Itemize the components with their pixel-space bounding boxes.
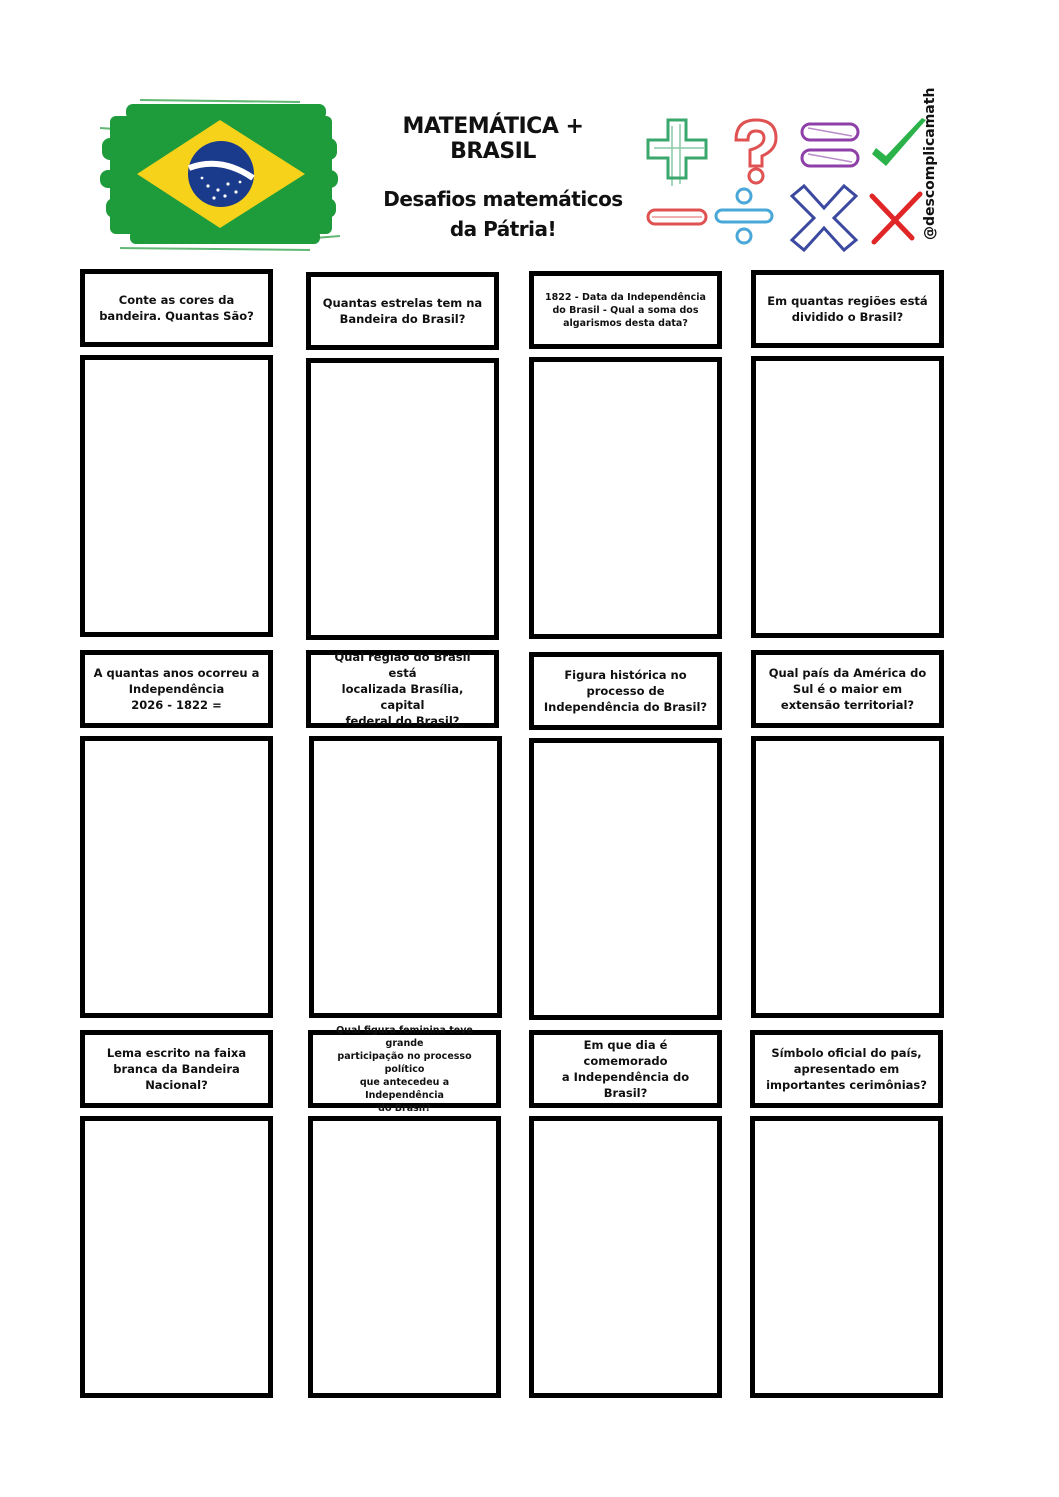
question-text: Em que dia é comemorado a Independência do Brasil? xyxy=(561,1038,690,1100)
question-box xyxy=(529,271,722,349)
answer-box[interactable] xyxy=(751,736,944,1018)
plus-icon xyxy=(648,120,706,186)
brazil-flag-icon xyxy=(100,98,340,253)
math-symbols xyxy=(640,108,930,253)
multiply-icon xyxy=(792,186,856,250)
answer-box[interactable] xyxy=(306,358,499,640)
question-box xyxy=(306,272,499,350)
question-text: Lema escrito na faixa branca da Bandeira Nacional? xyxy=(106,1046,247,1092)
subtitle-line-1: Desafios matemáticos xyxy=(383,187,623,211)
answer-box[interactable] xyxy=(308,1116,501,1398)
check-icon xyxy=(872,118,926,166)
question-mark-icon xyxy=(736,120,776,183)
question-box xyxy=(529,1030,722,1108)
equals-icon xyxy=(802,124,858,166)
author-handle: @descomplicamath xyxy=(922,87,938,240)
answer-box[interactable] xyxy=(529,357,722,639)
question-text: Figura histórica no processo de Independência do Brasil? xyxy=(543,668,708,714)
question-text: Símbolo oficial do país, apresentado em importantes cerimônias? xyxy=(766,1046,927,1092)
question-box xyxy=(308,1024,501,1114)
question-text: Qual país da América do Sul é o maior em extensão territorial? xyxy=(768,666,927,712)
page-title: MATEMÁTICA + BRASIL xyxy=(402,114,584,164)
question-text: Qual região do Brasil está localizada Brasília, capital federal do Brasil? xyxy=(334,650,471,728)
question-box xyxy=(306,650,499,728)
answer-box[interactable] xyxy=(751,356,944,638)
question-text: A quantas anos ocorreu a Independência 2026 - 1822 = xyxy=(93,666,260,712)
question-box xyxy=(529,652,722,730)
answer-box[interactable] xyxy=(80,1116,273,1398)
answer-box[interactable] xyxy=(309,736,502,1018)
question-box xyxy=(80,650,273,728)
subtitle-line-2: da Pátria! xyxy=(449,217,557,241)
page-subtitle xyxy=(378,184,628,244)
answer-box[interactable] xyxy=(80,736,273,1018)
question-text: Em quantas regiões está dividido o Brasil? xyxy=(767,294,928,324)
question-box xyxy=(80,1030,273,1108)
question-box xyxy=(80,269,273,347)
question-box xyxy=(750,1030,943,1108)
question-text: Qual figura feminina teve grande participação no processo político que antecedeu a Independência do Brasil? xyxy=(336,1024,473,1114)
answer-box[interactable] xyxy=(529,738,722,1020)
answer-box[interactable] xyxy=(80,355,273,637)
question-text: Conte as cores da bandeira. Quantas São? xyxy=(99,293,254,323)
question-text: 1822 - Data da Independência do Brasil - Qual a soma dos algarismos desta data? xyxy=(545,291,706,329)
answer-box[interactable] xyxy=(529,1116,722,1398)
divide-icon xyxy=(716,189,772,243)
cross-icon xyxy=(872,194,920,242)
question-box xyxy=(751,650,944,728)
question-text: Quantas estrelas tem na Bandeira do Brasil? xyxy=(322,296,483,326)
minus-icon xyxy=(648,210,706,224)
question-box xyxy=(751,270,944,348)
answer-box[interactable] xyxy=(750,1116,943,1398)
